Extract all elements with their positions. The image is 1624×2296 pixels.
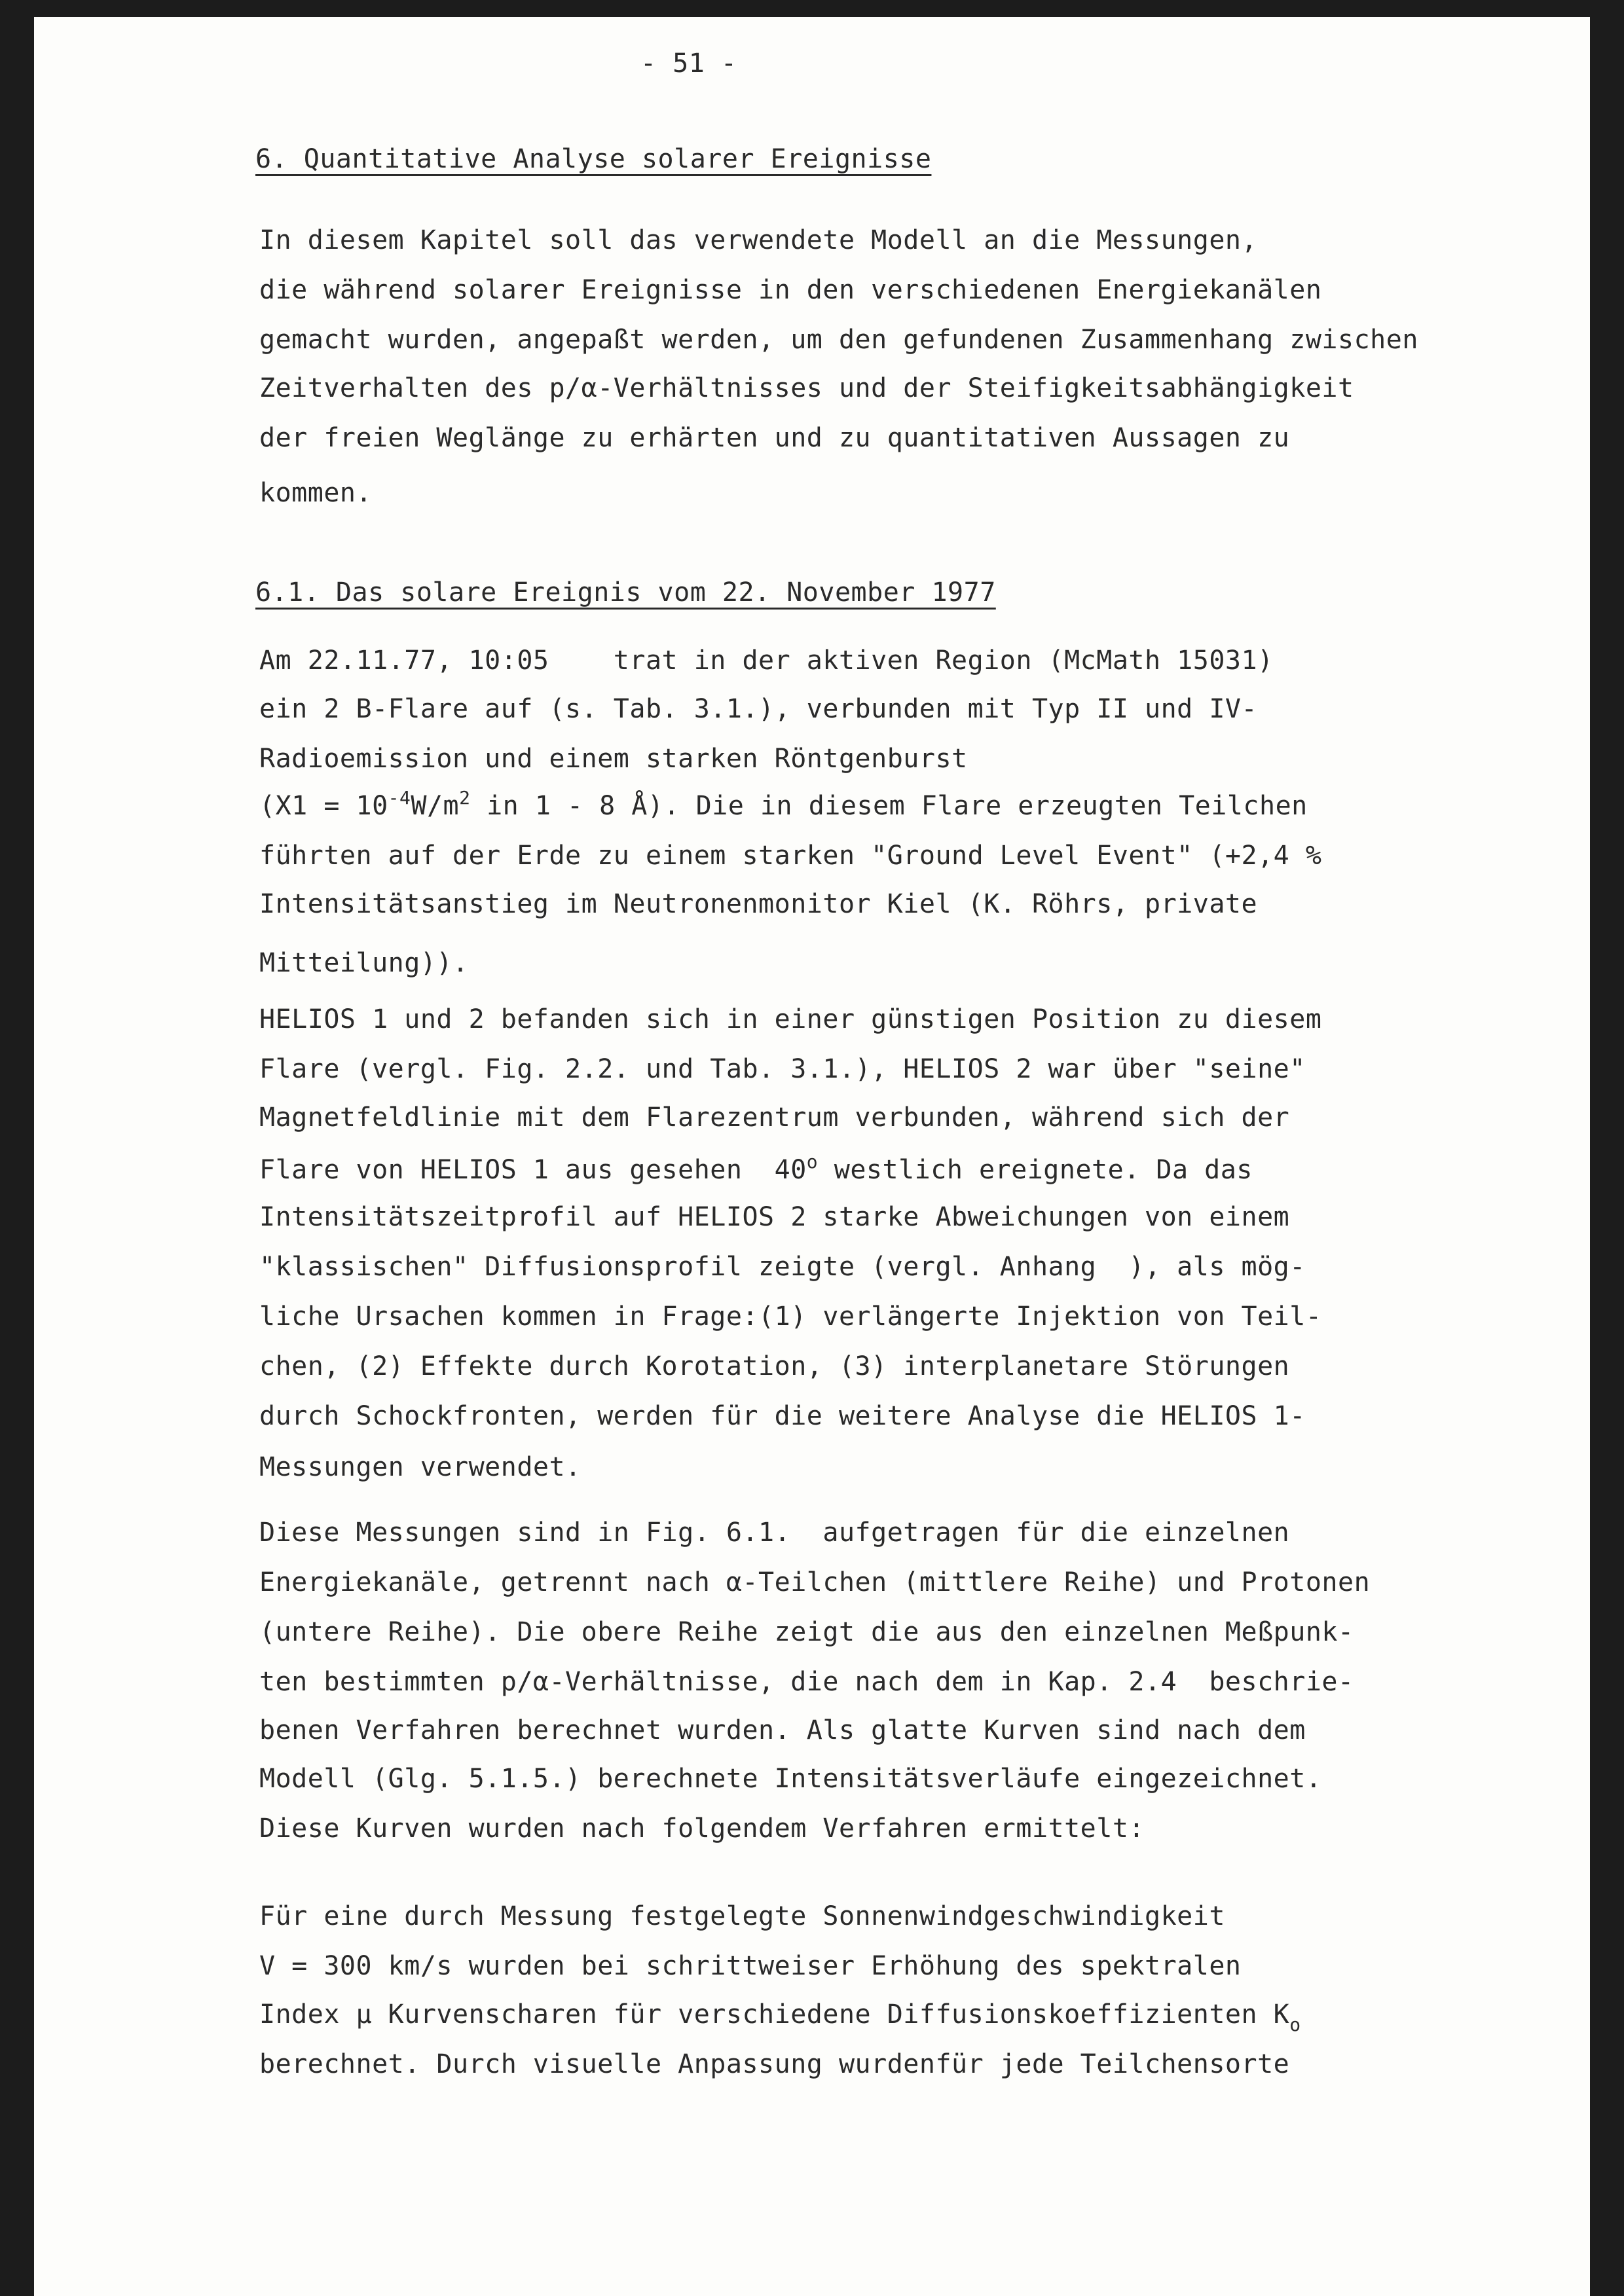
section-heading: 6. Quantitative Analyse solarer Ereignisse: [255, 144, 932, 174]
paragraph-line: Magnetfeldlinie mit dem Flarezentrum verbunden, während sich der: [259, 1102, 1290, 1133]
paragraph-line-degree: Flare von HELIOS 1 aus gesehen 40$^o$ westlich ereignete. Da das: [259, 1151, 1253, 1185]
paragraph-line: ten bestimmten p/α-Verhältnisse, die nach dem in Kap. 2.4 beschrie-: [259, 1667, 1354, 1697]
paragraph-line: HELIOS 1 und 2 befanden sich in einer günstigen Position zu diesem: [259, 1004, 1322, 1034]
paragraph-line: durch Schockfronten, werden für die weitere Analyse die HELIOS 1-: [259, 1401, 1306, 1431]
paragraph-line: führten auf der Erde zu einem starken "Ground Level Event" (+2,4 %: [259, 841, 1322, 871]
paragraph-line: ein 2 B-Flare auf (s. Tab. 3.1.), verbunden mit Typ II und IV-: [259, 694, 1258, 724]
paragraph-line: chen, (2) Effekte durch Korotation, (3) interplanetare Störungen: [259, 1351, 1290, 1381]
paragraph-line: Diese Messungen sind in Fig. 6.1. aufgetragen für die einzelnen: [259, 1518, 1290, 1548]
intro-line: der freien Weglänge zu erhärten und zu quantitativen Aussagen zu: [259, 423, 1290, 453]
intro-line: In diesem Kapitel soll das verwendete Modell an die Messungen,: [259, 225, 1258, 255]
paragraph-line-subscript: Index μ Kurvenscharen für verschiedene Diffusionskoeffizienten $K_o$: [259, 1999, 1301, 2035]
intro-line: kommen.: [259, 478, 373, 508]
intro-line: Zeitverhalten des p/α-Verhältnisses und der Steifigkeitsabhängigkeit: [259, 373, 1354, 403]
paragraph-line: Intensitätsanstieg im Neutronenmonitor Kiel (K. Röhrs, private: [259, 889, 1258, 919]
paragraph-line: Für eine durch Messung festgelegte Sonnenwindgeschwindigkeit: [259, 1901, 1225, 1931]
paragraph-line: Flare (vergl. Fig. 2.2. und Tab. 3.1.), HELIOS 2 war über "seine": [259, 1054, 1306, 1084]
page-number: - 51 -: [640, 48, 737, 79]
paragraph-line: Mitteilung)).: [259, 948, 469, 978]
intro-line: gemacht wurden, angepaßt werden, um den gefundenen Zusammenhang zwischen: [259, 325, 1418, 355]
paragraph-line: berechnet. Durch visuelle Anpassung wurdenfür jede Teilchensorte: [259, 2049, 1290, 2079]
paragraph-line: benen Verfahren berechnet wurden. Als glatte Kurven sind nach dem: [259, 1715, 1306, 1745]
paragraph-line: Messungen verwendet.: [259, 1452, 581, 1482]
subsection-heading: 6.1. Das solare Ereignis vom 22. November 1977: [255, 577, 996, 608]
intro-line: die während solarer Ereignisse in den verschiedenen Energiekanälen: [259, 275, 1322, 305]
paragraph-line: Radioemission und einem starken Röntgenburst: [259, 744, 968, 774]
paragraph-line: V = 300 km/s wurden bei schrittweiser Erhöhung des spektralen: [259, 1951, 1242, 1981]
paragraph-line: Intensitätszeitprofil auf HELIOS 2 starke Abweichungen von einem: [259, 1202, 1290, 1232]
paragraph-line: "klassischen" Diffusionsprofil zeigte (vergl. Anhang ), als mög-: [259, 1252, 1306, 1282]
paragraph-line: (untere Reihe). Die obere Reihe zeigt die aus den einzelnen Meßpunk-: [259, 1617, 1354, 1647]
paragraph-line: Energiekanäle, getrennt nach α-Teilchen (mittlere Reihe) und Protonen: [259, 1567, 1371, 1597]
paragraph-line-formula: ($X1 = 10^{-4}W/m^2$ in 1 - 8 Å). Die in diesem Flare erzeugten Teilchen: [259, 787, 1308, 821]
paragraph-line: Diese Kurven wurden nach folgendem Verfahren ermittelt:: [259, 1813, 1145, 1844]
paragraph-line: liche Ursachen kommen in Frage:(1) verlängerte Injektion von Teil-: [259, 1302, 1322, 1332]
paragraph-line: Am 22.11.77, 10:05 trat in der aktiven Region (McMath 15031): [259, 646, 1274, 676]
paragraph-line: Modell (Glg. 5.1.5.) berechnete Intensitätsverläufe eingezeichnet.: [259, 1764, 1322, 1794]
